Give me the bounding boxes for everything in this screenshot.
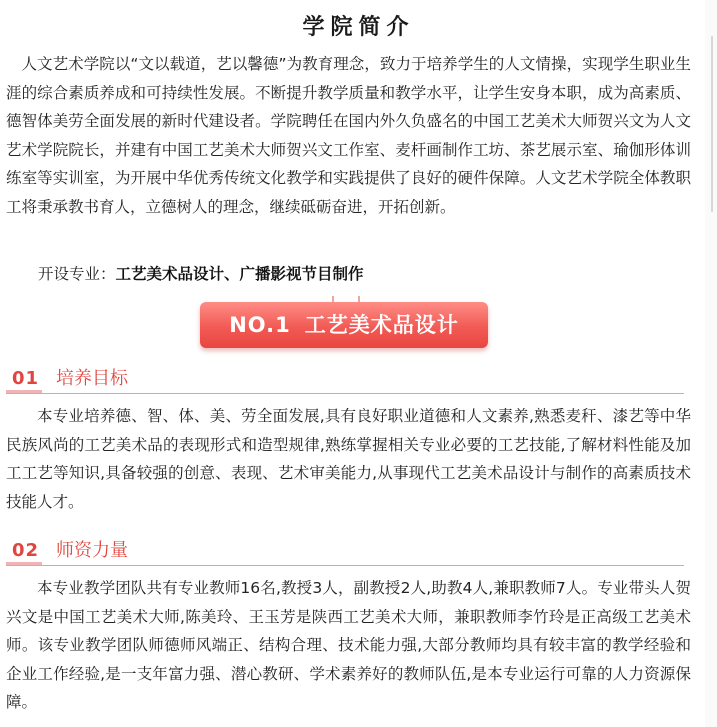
section-header-2	[6, 536, 684, 566]
section-number: 01	[12, 368, 40, 389]
major-banner	[200, 296, 488, 350]
section-divider	[6, 565, 684, 566]
scrollbar-track[interactable]	[705, 0, 717, 727]
section-divider	[6, 393, 684, 394]
majors-value: 工艺美术品设计、广播影视节目制作	[115, 265, 364, 283]
scrollbar-thumb[interactable]	[711, 36, 713, 212]
section-paragraph-1: 本专业培养德、智、体、美、劳全面发展,具有良好职业道德和人文素养,熟悉麦秆、漆艺等中华民族风尚的工艺美术品的表现形式和造型规律,熟练掌握相关专业必要的工艺技能,了解材料性能及加工工艺等知识,具备较强的创意、表现、艺术审美能力,从事现代工艺美术品设计与制作的高素质技术技能人才。	[6, 407, 691, 511]
banner-name: 工艺美术品设计	[304, 313, 459, 337]
page-title: 学院简介	[302, 15, 415, 40]
banner-number: NO.1	[229, 313, 291, 337]
majors-line	[38, 260, 364, 288]
section-header-1	[6, 364, 684, 394]
section-title: 培养目标	[56, 368, 128, 389]
majors-label: 开设专业：	[38, 265, 116, 283]
banner-box	[200, 302, 488, 348]
section-title: 师资力量	[56, 540, 128, 561]
section-number: 02	[12, 540, 40, 561]
intro-paragraph: 人文艺术学院以“文以载道，艺以馨德”为教育理念，致力于培养学生的人文情操，实现学生职业生涯的综合素质养成和可持续性发展。不断提升教学质量和教学水平，让学生安身本职，成为高素质、德智体美劳全面发展的新时代建设者。学院聘任在国内外久负盛名的中国工艺美术大师贺兴文为人文艺术学院院长，并建有中国工艺美术大师贺兴文工作室、麦杆画制作工坊、茶艺展示室、瑜伽形体训练室等实训室，为开展中华优秀传统文化教学和实践提供了良好的硬件保障。人文艺术学院全体教职工将秉承教书育人，立德树人的理念，继续砥砺奋进，开拓创新。	[6, 55, 691, 216]
section-paragraph-2: 本专业教学团队共有专业教师16名,教授3人，副教授2人,助教4人,兼职教师7人。专业带头人贺兴文是中国工艺美术大师,陈美玲、王玉芳是陕西工艺美术大师，兼职教师李竹玲是正高级工艺美术师。该专业教学团队师德师风端正、结构合理、技术能力强,大部分教师均具有较丰富的教学经验和企业工作经验,是一支年富力强、潜心教研、学术素养好的教师队伍,是本专业运行可靠的人力资源保障。	[6, 579, 691, 712]
